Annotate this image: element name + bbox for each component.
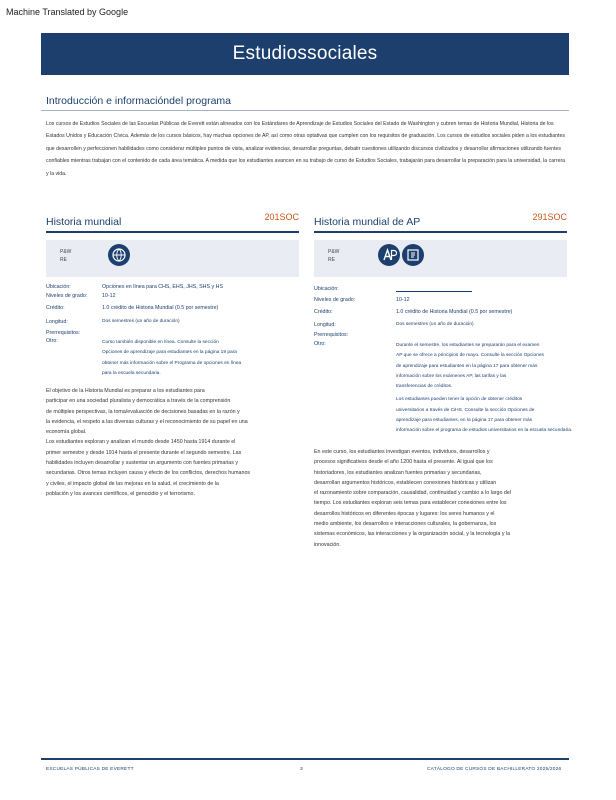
badge-line-2: RE <box>60 257 67 263</box>
course-title: Historia mundial <box>46 216 122 228</box>
value-ubicacion: Opciones en línea para CHS, EHS, JHS, SHS y HS <box>102 284 223 290</box>
value-ubicacion <box>396 286 472 292</box>
page-banner: Estudiossociales <box>41 33 569 75</box>
value-longitud: Dos semestres (un año de duración) <box>102 319 180 324</box>
course-badges-bar <box>314 240 567 277</box>
footer-school: ESCUELAS PÚBLICAS DE EVERETT <box>46 767 134 772</box>
label-longitud: Longitud: <box>314 322 336 328</box>
course-code: 291SOC <box>532 212 567 222</box>
course-world-history <box>46 212 299 512</box>
course-divider <box>314 231 567 233</box>
course-description: El objetivo de la Historia Mundial es preparar a los estudiantes para participar en una sociedad pluralista y democrática a través de la comprensión de múltiples perspectivas, la toma/evaluación de decisiones basadas en la razón y la evidencia, el respeto a las diversas culturas y el reconocimiento de su papel en una economía global. Los estudiantes exploran y analizan el mundo desde 1450 hasta 1914 durante el primer semestre y desde 1914 hasta el presente durante el segundo semestre. Las habilidades incluyen desarrollar y sustentar un argumento con fuentes primarias y secundarias. Otros temas incluyen causa y efecto de los conflictos, derechos humanos y civiles, el impacto global de las mejoras en la salud, el crecimiento de la población y los avances científicos, el genocidio y el terrorismo. <box>46 388 251 497</box>
label-credito: Crédito: <box>314 309 333 315</box>
intro-paragraph: Los cursos de Estudios Sociales de las Escuelas Públicas de Everett están alineados con los Estándares de Aprendizaje de Estudios Sociales del Estado de Washington y cubren temas de Historia Mundial, Historia de los Estados Unidos y Educación Cívica. Además de los cursos básicos, hay muchas opciones de AP, así como otras optativas que cumplen con los requisitos de graduación. Los cursos de estudios sociales piden a los estudiantes que desarrollen y perfeccionen habilidades como considerar múltiples puntos de vista, analizar evidencias, desarrollar preguntas, debatir cuestiones utilizando discursos civilizados y desarrollar afirmaciones utilizando fuentes confiables mientras trabajan con el contenido de cada área temática. A medida que los estudiantes avancen en su trabajo de curso de Estudios Sociales, trabajarán para desarrollar la preparación para la universidad, la carrera y la vida. <box>46 121 566 177</box>
footer-page-number: 3 <box>300 767 303 772</box>
label-grados: Niveles de grado: <box>314 297 356 303</box>
value-otro: Durante el semestre, los estudiantes se prepararán para el examen AP que se ofrece a principios de mayo. Consulte la sección Opciones de aprendizaje para estudiantes en la página 17 para obtener más información sobre los exámenes AP, las tarifas y las transferencias de créditos. Los estudiantes pueden tener la opción de obtener créditos universitarios a través de CiHS. Consulte la sección Opciones de aprendizaje para estudiantes, en la página 17 para obtener más información sobre el programa de estudios universitarios en la escuela secundaria. <box>396 343 573 434</box>
ap-icon <box>378 244 400 266</box>
label-ubicacion: Ubicación: <box>46 284 71 290</box>
intro-title: Introducción e informacióndel programa <box>46 95 232 107</box>
course-code: 201SOC <box>264 212 299 222</box>
value-credito: 1.0 crédito de Historia Mundial (0.5 por semestre) <box>102 305 219 311</box>
course-badges-bar <box>46 240 299 277</box>
course-ap-world-history <box>314 212 573 562</box>
label-ubicacion: Ubicación: <box>314 286 339 292</box>
badge-line-1: P&W <box>328 249 340 255</box>
value-credito: 1.0 crédito de Historia Mundial (0.5 por semestre) <box>396 309 513 315</box>
value-otro: Curso también disponible en línea. Consulte la sección Opciones de aprendizaje para estudiantes en la página 19 para obtener más información sobre el Programa de opciones en línea para la escuela secundaria. <box>102 340 242 376</box>
label-prerrequisitos: Prerrequisitos: <box>314 332 349 338</box>
value-grados: 10-12 <box>102 293 116 299</box>
globe-icon <box>108 244 130 266</box>
intro-divider <box>41 110 569 111</box>
machine-translated-label: Machine Translated by Google <box>6 7 129 17</box>
label-otro: Otro: <box>46 338 58 344</box>
course-divider <box>46 231 299 233</box>
value-longitud: Dos semestres (un año de duración) <box>396 322 474 327</box>
label-credito: Crédito: <box>46 305 65 311</box>
cihs-icon <box>402 244 424 266</box>
label-grados: Niveles de grado: <box>46 293 88 299</box>
footer-catalog: CATÁLOGO DE CURSOS DE BACHILLERATO 2025/2026 <box>427 767 562 772</box>
footer-divider <box>41 758 569 760</box>
course-title: Historia mundial de AP <box>314 216 421 228</box>
value-grados: 10-12 <box>396 297 410 303</box>
label-longitud: Longitud: <box>46 319 68 325</box>
label-prerrequisitos: Prerrequisitos: <box>46 330 81 336</box>
badge-line-2: RE <box>328 257 335 263</box>
badge-line-1: P&W <box>60 249 72 255</box>
label-otro: Otro: <box>314 341 326 347</box>
course-description: En este curso, los estudiantes investigan eventos, individuos, desarrollos y procesos significativos desde el año 1200 hasta el presente. Al igual que los historiadores, los estudiantes analizan fuentes primarias y secundarias, desarrollan argumentos históricos, establecen conexiones históricas y utilizan el razonamiento sobre comparación, causalidad, continuidad y cambio a lo largo del tiempo. Los estudiantes exploran seis temas para establecer conexiones entre los desarrollos históricos en diferentes épocas y lugares: los seres humanos y el medio ambiente, los desarrollos e interacciones culturales, la gobernanza, los sistemas económicos, las interacciones y la organización social, y la tecnología y la innovación. <box>314 449 511 548</box>
